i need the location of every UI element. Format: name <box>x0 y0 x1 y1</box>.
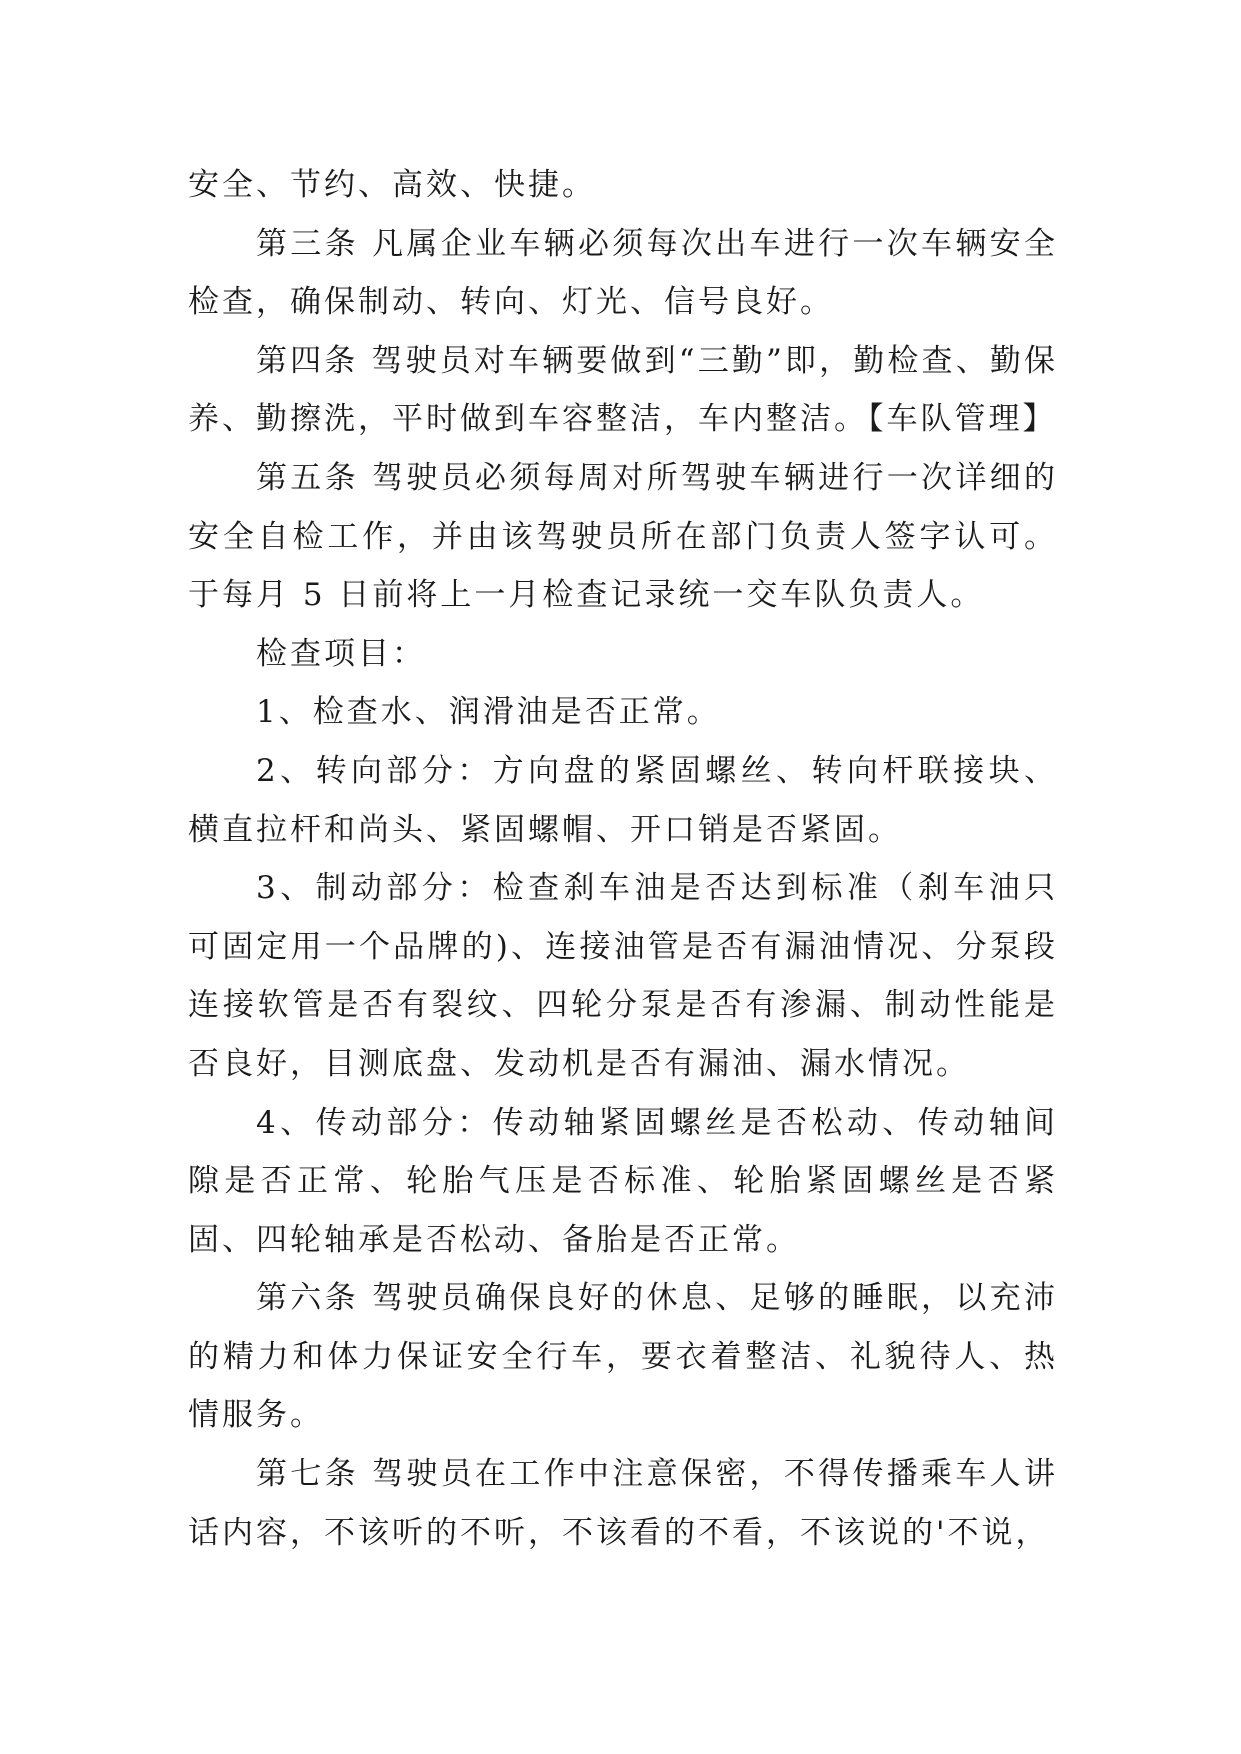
paragraph-article-4: 第四条 驾驶员对车辆要做到“三勤”即，勤检查、勤保养、勤擦洗，平时做到车容整洁，车内整洁。【车队管理】 <box>188 342 1058 438</box>
paragraph-article-6: 第六条 驾驶员确保良好的休息、足够的睡眠，以充沛的精力和体力保证安全行车，要衣着整洁、礼貌待人、热情服务。 <box>188 1280 1058 1434</box>
paragraph-continuation: 安全、节约、高效、快捷。 <box>188 167 596 203</box>
paragraph-inspection-item-4: 4、传动部分：传动轴紧固螺丝是否松动、传动轴间隙是否正常、轮胎气压是否标准、轮胎紧固螺丝是否紧固、四轮轴承是否松动、备胎是否正常。 <box>188 1104 1058 1258</box>
paragraph-inspection-items-heading: 检查项目： <box>256 635 426 672</box>
paragraph-inspection-item-1: 1、检查水、润滑油是否正常。 <box>256 694 721 731</box>
paragraph-article-7: 第七条 驾驶员在工作中注意保密，不得传播乘车人讲话内容，不该听的不听，不该看的不看，不该说的'不说， <box>188 1456 1058 1551</box>
paragraph-article-5: 第五条 驾驶员必须每周对所驾驶车辆进行一次详细的安全自检工作，并由该驾驶员所在部门负责人签字认可。于每月 5 日前将上一月检查记录统一交车队负责人。 <box>188 459 1058 614</box>
paragraph-article-3: 第三条 凡属企业车辆必须每次出车进行一次车辆安全检查，确保制动、转向、灯光、信号良好。 <box>188 225 1058 321</box>
paragraph-inspection-item-2: 2、转向部分：方向盘的紧固螺丝、转向杆联接块、横直拉杆和尚头、紧固螺帽、开口销是否紧固。 <box>188 752 1058 848</box>
paragraph-inspection-item-3: 3、制动部分：检查刹车油是否达到标准（刹车油只可固定用一个品牌的)、连接油管是否有漏油情况、分泵段连接软管是否有裂纹、四轮分泵是否有渗漏、制动性能是否良好，目测底盘、发动机是否有漏油、漏水情况。 <box>188 870 1058 1082</box>
document-body <box>188 156 1058 1562</box>
